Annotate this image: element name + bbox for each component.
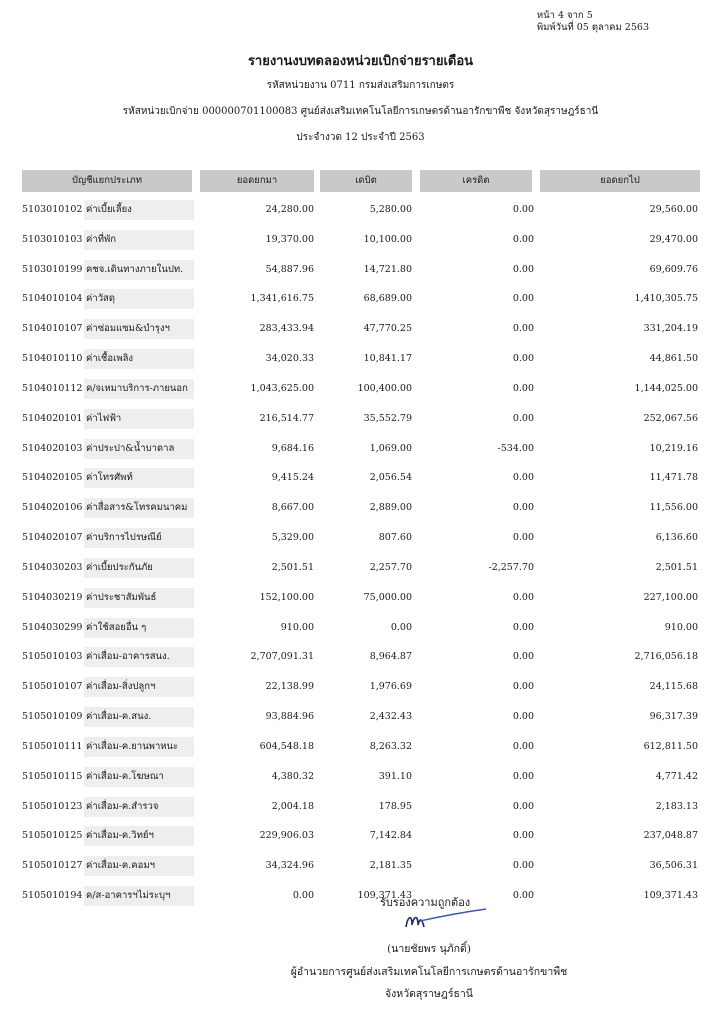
carried-forward-amount: 44,861.50 [649,353,698,364]
column-header-credit: เครดิต [420,170,532,192]
brought-forward-amount: 2,707,091.31 [250,651,314,662]
account-name: ค่าใช้สอยอื่น ๆ [84,618,194,638]
certify-text: รับรองความถูกต้อง [380,896,471,909]
brought-forward-amount: 2,501.51 [271,562,314,573]
carried-forward-amount: 237,048.87 [643,830,698,841]
account-code: 5105010111 [22,741,83,752]
signature-mark [398,907,488,935]
credit-amount: 0.00 [512,830,534,841]
account-name: ค่าเสื่อม-ค.สำรวจ [84,797,194,817]
account-code: 5104010110 [22,353,83,364]
account-name: ค่าไฟฟ้า [84,409,194,429]
account-code: 5105010107 [22,681,83,692]
account-code: 5104010104 [22,293,83,304]
carried-forward-amount: 252,067.56 [643,413,698,424]
account-name: ค่าบริการไปรษณีย์ [84,528,194,548]
credit-amount: 0.00 [512,502,534,513]
account-code: 5105010123 [22,801,83,812]
brought-forward-amount: 5,329.00 [271,532,314,543]
table-row [0,767,721,787]
credit-amount: 0.00 [512,711,534,722]
column-header-brought-forward: ยอดยกมา [200,170,314,192]
brought-forward-amount: 34,324.96 [265,860,314,871]
table-row [0,289,721,309]
account-name: ค่าโทรศัพท์ [84,468,194,488]
table-row [0,230,721,250]
brought-forward-amount: 24,280.00 [265,204,314,215]
brought-forward-amount: 283,433.94 [259,323,314,334]
credit-amount: 0.00 [512,592,534,603]
credit-amount: 0.00 [512,353,534,364]
account-code: 5105010103 [22,651,83,662]
account-name: ค่าประปา&น้ำบาดาล [84,439,194,459]
debit-amount: 75,000.00 [363,592,412,603]
carried-forward-amount: 1,410,305.75 [634,293,698,304]
credit-amount: 0.00 [512,413,534,424]
table-row [0,618,721,638]
credit-amount: 0.00 [512,860,534,871]
account-name: ค่าเชื้อเพลิง [84,349,194,369]
debit-amount: 2,056.54 [369,472,412,483]
account-name: ค่าเบี้ยประกันภัย [84,558,194,578]
credit-amount: 0.00 [512,234,534,245]
carried-forward-amount: 11,556.00 [649,502,698,513]
account-name: ค่าประชาสัมพันธ์ [84,588,194,608]
account-name: ค่าสื่อสาร&โทรคมนาคม [84,498,194,518]
debit-amount: 2,432.43 [369,711,412,722]
table-row [0,468,721,488]
account-code: 5104030203 [22,562,83,573]
account-name: ค่าเสื่อม-ค.ยานพาหนะ [84,737,194,757]
disbursement-unit-line: รหัสหน่วยเบิกจ่าย 000000701100083 ศูนย์ส่งเสริมเทคโนโลยีการเกษตรด้านอารักขาพืช จังหวัดสุราษฎร์ธานี [122,106,599,117]
account-code: 5105010115 [22,771,83,782]
table-row [0,200,721,220]
carried-forward-amount: 4,771.42 [655,771,698,782]
table-row [0,498,721,518]
brought-forward-amount: 1,341,616.75 [250,293,314,304]
debit-amount: 8,263.32 [369,741,412,752]
debit-amount: 0.00 [390,622,412,633]
table-row [0,826,721,846]
table-row [0,558,721,578]
table-row [0,409,721,429]
brought-forward-amount: 0.00 [292,890,314,901]
account-code: 5105010109 [22,711,83,722]
credit-amount: 0.00 [512,383,534,394]
brought-forward-amount: 9,684.16 [271,443,314,454]
debit-amount: 7,142.84 [369,830,412,841]
debit-amount: 14,721.80 [363,264,412,275]
table-row [0,737,721,757]
debit-amount: 1,976.69 [369,681,412,692]
table-row [0,439,721,459]
table-row [0,528,721,548]
debit-amount: 68,689.00 [363,293,412,304]
debit-amount: 2,181.35 [369,860,412,871]
print-date: พิมพ์วันที่ 05 ตุลาคม 2563 [536,22,649,33]
credit-amount: 0.00 [512,741,534,752]
credit-amount: 0.00 [512,681,534,692]
credit-amount: -534.00 [497,443,534,454]
debit-amount: 391.10 [378,771,412,782]
brought-forward-amount: 152,100.00 [259,592,314,603]
carried-forward-amount: 227,100.00 [643,592,698,603]
table-row [0,677,721,697]
carried-forward-amount: 29,560.00 [649,204,698,215]
brought-forward-amount: 19,370.00 [265,234,314,245]
carried-forward-amount: 29,470.00 [649,234,698,245]
account-name: ค/ส-อาคารฯไม่ระบุฯ [84,886,194,906]
account-code: 5104020101 [22,413,83,424]
carried-forward-amount: 69,609.76 [649,264,698,275]
account-code: 5103010102 [22,204,83,215]
brought-forward-amount: 93,884.96 [265,711,314,722]
brought-forward-amount: 8,667.00 [271,502,314,513]
carried-forward-amount: 24,115.68 [649,681,698,692]
table-row [0,319,721,339]
credit-amount: 0.00 [512,651,534,662]
table-row [0,349,721,369]
carried-forward-amount: 2,183.13 [655,801,698,812]
carried-forward-amount: 2,716,056.18 [634,651,698,662]
account-code: 5104020107 [22,532,83,543]
account-code: 5104020105 [22,472,83,483]
account-code: 5103010103 [22,234,83,245]
carried-forward-amount: 6,136.60 [655,532,698,543]
credit-amount: 0.00 [512,622,534,633]
column-header-carried-forward: ยอดยกไป [540,170,700,192]
account-code: 5105010194 [22,890,83,901]
brought-forward-amount: 54,887.96 [265,264,314,275]
page-info [537,10,649,34]
table-row [0,588,721,608]
account-code: 5104010107 [22,323,83,334]
debit-amount: 5,280.00 [369,204,412,215]
carried-forward-amount: 1,144,025.00 [634,383,698,394]
account-name: ค่าเสื่อม-ค.วิทย์ฯ [84,826,194,846]
debit-amount: 2,889.00 [369,502,412,513]
carried-forward-amount: 612,811.50 [643,741,698,752]
brought-forward-amount: 1,043,625.00 [250,383,314,394]
account-name: ค่าเบี้ยเลี้ยง [84,200,194,220]
carried-forward-amount: 96,317.39 [649,711,698,722]
carried-forward-amount: 11,471.78 [649,472,698,483]
table-row [0,379,721,399]
credit-amount: 0.00 [512,264,534,275]
credit-amount: 0.00 [512,532,534,543]
brought-forward-amount: 9,415.24 [271,472,314,483]
brought-forward-amount: 216,514.77 [259,413,314,424]
debit-amount: 807.60 [378,532,412,543]
debit-amount: 35,552.79 [363,413,412,424]
brought-forward-amount: 910.00 [280,622,314,633]
brought-forward-amount: 34,020.33 [265,353,314,364]
account-code: 5104030299 [22,622,83,633]
table-row [0,260,721,280]
account-name: ค่าเสื่อม-ค.สนง. [84,707,194,727]
account-name: ค่าเสื่อม-ค.โฆษณา [84,767,194,787]
signer-province: จังหวัดสุราษฎร์ธานี [385,988,473,1000]
credit-amount: 0.00 [512,472,534,483]
brought-forward-amount: 22,138.99 [265,681,314,692]
account-code: 5103010199 [22,264,83,275]
account-name: ค่าเสื่อม-สิ่งปลูกฯ [84,677,194,697]
credit-amount: -2,257.70 [488,562,534,573]
debit-amount: 100,400.00 [357,383,412,394]
signer-position: ผู้อำนวยการศูนย์ส่งเสริมเทคโนโลยีการเกษตรด้านอารักขาพืช [290,966,568,978]
carried-forward-amount: 2,501.51 [655,562,698,573]
credit-amount: 0.00 [512,890,534,901]
account-code: 5104030219 [22,592,83,603]
account-name: ค่าที่พัก [84,230,194,250]
debit-amount: 109,371.43 [357,890,412,901]
table-row [0,886,721,906]
account-code: 5104010112 [22,383,83,394]
column-header-debit: เดบิต [320,170,412,192]
account-code: 5105010125 [22,830,83,841]
signer-name: (นายชัยพร นุภักดิ์) [387,943,471,955]
debit-amount: 10,841.17 [363,353,412,364]
table-row [0,797,721,817]
table-row [0,707,721,727]
report-title: รายงานงบทดลองหน่วยเบิกจ่ายรายเดือน [247,54,474,69]
debit-amount: 47,770.25 [363,323,412,334]
account-name: ค่าซ่อมแซม&บำรุงฯ [84,319,194,339]
column-header-account: บัญชีแยกประเภท [22,170,192,192]
page-number: หน้า 4 จาก 5 [536,10,593,21]
account-code: 5105010127 [22,860,83,871]
account-name: ค่าเสื่อม-อาคารสนง. [84,647,194,667]
table-header [22,170,700,192]
table-row [0,647,721,667]
credit-amount: 0.00 [512,293,534,304]
carried-forward-amount: 36,506.31 [649,860,698,871]
account-code: 5104020103 [22,443,83,454]
carried-forward-amount: 10,219.16 [649,443,698,454]
debit-amount: 8,964.87 [369,651,412,662]
period-line: ประจำงวด 12 ประจำปี 2563 [296,132,425,143]
account-name: คชจ.เดินทางภายในปท. [84,260,194,280]
brought-forward-amount: 4,380.32 [271,771,314,782]
debit-amount: 10,100.00 [363,234,412,245]
brought-forward-amount: 229,906.03 [259,830,314,841]
credit-amount: 0.00 [512,323,534,334]
account-name: ค่าเสื่อม-ค.คอมฯ [84,856,194,876]
credit-amount: 0.00 [512,204,534,215]
account-name: ค/จเหมาบริการ-ภายนอก [84,379,194,399]
debit-amount: 178.95 [378,801,412,812]
debit-amount: 2,257.70 [369,562,412,573]
table-row [0,856,721,876]
credit-amount: 0.00 [512,771,534,782]
credit-amount: 0.00 [512,801,534,812]
debit-amount: 1,069.00 [369,443,412,454]
brought-forward-amount: 2,004.18 [271,801,314,812]
brought-forward-amount: 604,548.18 [259,741,314,752]
carried-forward-amount: 910.00 [664,622,698,633]
carried-forward-amount: 331,204.19 [643,323,698,334]
account-code: 5104020106 [22,502,83,513]
carried-forward-amount: 109,371.43 [643,890,698,901]
agency-line: รหัสหน่วยงาน 0711 กรมส่งเสริมการเกษตร [266,80,455,91]
account-name: ค่าวัสดุ [84,289,194,309]
